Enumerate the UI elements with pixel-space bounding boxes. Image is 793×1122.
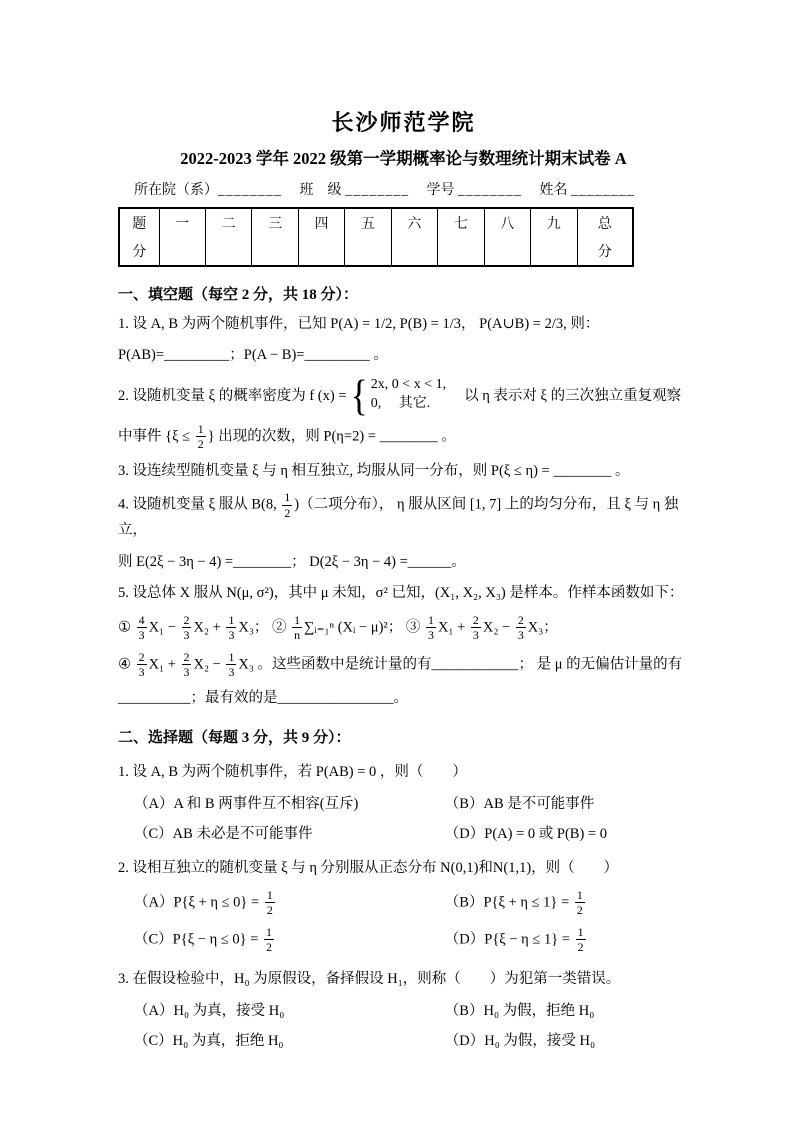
score-table-total-cell — [577, 208, 633, 266]
choice-q1-stem: 1. 设 A, B 为两个随机事件，若 P(AB) = 0 ，则（ ） — [118, 763, 467, 780]
student-info-line — [118, 179, 689, 199]
university-title: 长沙师范学院 — [331, 110, 476, 135]
info-blank-department: ________ — [218, 183, 282, 198]
fill-in-heading: 一、填空题（每空 2 分，共 18 分）： — [118, 287, 359, 303]
info-blank-name: ________ — [571, 183, 635, 198]
choice-q2-option-b: （B）P{ξ + η ≤ 1} = $\frac{1}{2}$ — [444, 887, 583, 918]
fill-q5-line4: __________；最有效的是________________。 — [118, 690, 408, 707]
score-table-col-1: 一 — [159, 208, 205, 266]
choice-q3-option-b: （B）H₀ 为假，拒绝 H₀ — [444, 1003, 595, 1020]
info-label-student-id: 学号 — [426, 183, 455, 198]
score-table-corner-cell — [119, 208, 159, 266]
choice-q3-option-d: （D）H₀ 为假，接受 H₀ — [444, 1033, 596, 1050]
info-blank-class: ________ — [345, 183, 409, 198]
piecewise-cases — [371, 376, 446, 414]
choice-q3-stem: 3. 在假设检验中，H₀ 为原假设，备择假设 H₁，则称（ ）为犯第一类错误。 — [118, 970, 621, 987]
fill-q1-line2: P(AB)=_________；P(A − B)=_________ 。 — [118, 347, 388, 364]
score-table-col-2: 二 — [205, 208, 251, 266]
piecewise-density — [350, 370, 447, 419]
choice-q3-option-c: （C）H₀ 为真，拒绝 H₀ — [134, 1033, 284, 1050]
fill-q3: 3. 设连续型随机变量 ξ 与 η 相互独立, 均服从同一分布，则 P(ξ ≤ η) = ________ 。 — [118, 462, 630, 479]
info-label-department: 所在院（系） — [134, 183, 218, 198]
fill-q4-line2: 则 E(2ξ − 3η − 4) =________； D(2ξ − 3η − 4) =______。 — [118, 553, 466, 570]
choice-q1-options — [118, 792, 689, 843]
score-table-total-top: 总 — [597, 217, 612, 232]
choice-q2-option-a: （A）P{ξ + η ≤ 0} = $\frac{1}{2}$ — [134, 887, 273, 918]
info-field-student-id — [427, 183, 523, 198]
info-field-name — [540, 183, 636, 198]
fill-q5-line1: 5. 设总体 X 服从 N(μ, σ²)，其中 μ 未知，σ² 已知，(X₁, X₂, X₃) 是样本。作样本函数如下： — [118, 585, 684, 602]
info-label-name: 姓名 — [539, 183, 568, 198]
info-field-department — [134, 183, 282, 198]
score-table — [118, 207, 634, 267]
fill-q5-line2: ① $\frac{4}{3}$ X₁ − $\frac{2}{3}$ X₂ + $\frac{1}{3}$ X₃； ② $\frac{1}{n}$ ∑ᵢ₌₁ⁿ (Xᵢ − μ)²； ③ $\frac{1}{3}$ X₁ + $\frac{2}{3}$ X₂ − $\frac{2}{3}$ X₃； — [118, 612, 558, 643]
corner-cell-stack — [121, 213, 158, 261]
exam-title: 2022-2023 学年 2022 级第一学期概率论与数理统计期末试卷 A — [180, 149, 627, 168]
fill-q1-line1: 1. 设 A, B 为两个随机事件，已知 P(A) = 1/2, P(B) = 1/3， P(A∪B) = 2/3, 则： — [118, 316, 600, 332]
fill-q5-line3: ④ $\frac{2}{3}$ X₁ + $\frac{2}{3}$ X₂ − $\frac{1}{3}$ X₃ 。这些函数中是统计量的有____________； 是 μ 的无偏估计量的有 — [118, 649, 683, 679]
choice-q3-options — [118, 999, 689, 1050]
fill-q2-post: 以 η 表示对 ξ 的三次独立重复观察 — [464, 388, 682, 405]
choice-q1-option-a: （A）A 和 B 两事件互不相容(互斥) — [134, 796, 359, 813]
choice-q3-option-a: （A）H₀ 为真，接受 H₀ — [134, 1003, 285, 1020]
total-cell-stack — [579, 213, 632, 261]
choice-q1-option-c: （C）AB 未必是不可能事件 — [134, 826, 313, 843]
score-table-col-8: 八 — [484, 208, 530, 266]
choice-q1-option-d: （D）P(A) = 0 或 P(B) = 0 — [444, 826, 607, 843]
info-field-class — [300, 183, 410, 198]
fill-q2-line2: 中事件 {ξ ≤ $\frac{1}{2}$ } 出现的次数，则 P(η=2) = ________ 。 — [118, 421, 456, 452]
score-table-col-4: 四 — [298, 208, 344, 266]
piecewise-case-2: 0, 其它. — [370, 395, 431, 411]
choice-q2-option-c: （C）P{ξ − η ≤ 0} = $\frac{1}{2}$ — [134, 924, 272, 955]
choice-section — [118, 726, 689, 1050]
score-table-corner-bottom: 分 — [132, 245, 147, 260]
fill-q2-pre: 2. 设随机变量 ξ 的概率密度为 f (x) = — [118, 388, 347, 405]
choice-q2-stem: 2. 设相互独立的随机变量 ξ 与 η 分别服从正态分布 N(0,1)和N(1,1)，则（ ） — [118, 860, 619, 877]
fill-in-section — [118, 283, 689, 710]
choice-q2-option-d: （D）P{ξ − η ≤ 1} = $\frac{1}{2}$ — [444, 924, 584, 955]
score-table-total-bottom: 分 — [597, 245, 612, 260]
fill-q4-line1: 4. 设随机变量 ξ 服从 B(8, $\frac{1}{2}$ )（二项分布）， η 服从区间 [1, 7] 上的均匀分布，且 ξ 与 η 独立， — [118, 490, 679, 539]
choice-heading: 二、选择题（每题 3 分，共 9 分）： — [118, 729, 351, 746]
info-label-class: 班 级 — [299, 183, 342, 198]
score-table-col-5: 五 — [345, 208, 391, 266]
info-blank-student-id: ________ — [458, 183, 522, 198]
choice-q2-options — [118, 889, 689, 954]
score-table-col-3: 三 — [252, 208, 298, 266]
fill-q2-line1 — [118, 370, 689, 419]
score-table-corner-top: 题 — [132, 217, 147, 232]
score-table-row — [119, 208, 633, 266]
score-table-col-7: 七 — [438, 208, 484, 266]
choice-q1-option-b: （B）AB 是不可能事件 — [444, 796, 595, 813]
score-table-col-6: 六 — [391, 208, 437, 266]
score-table-col-9: 九 — [531, 208, 578, 266]
piecewise-case-1: 2x, 0 < x < 1, — [370, 376, 447, 392]
left-brace-glyph: { — [350, 370, 368, 419]
